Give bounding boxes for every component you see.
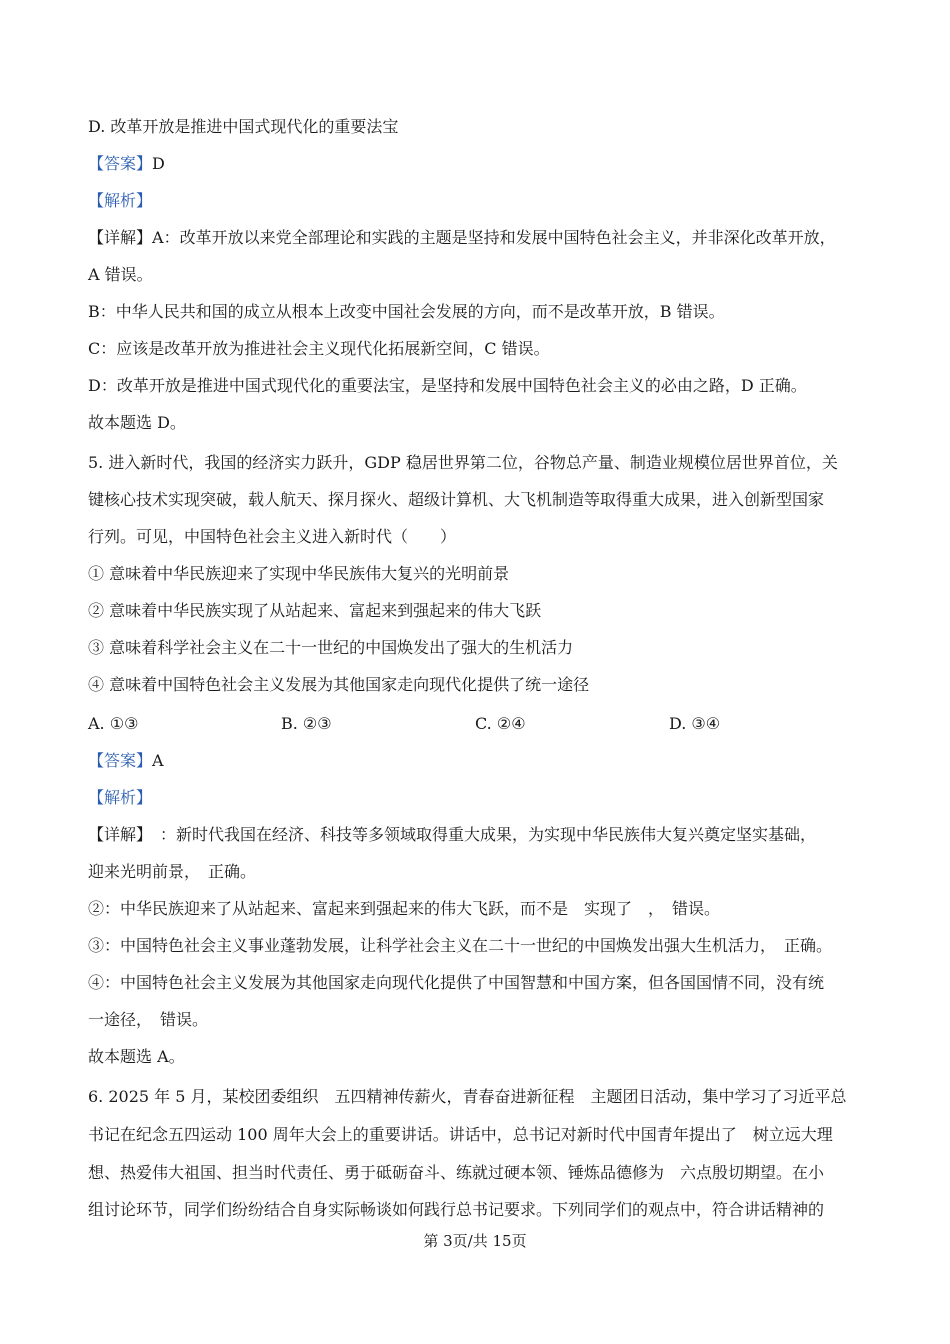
q4-detail-b: B：中华人民共和国的成立从根本上改变中国社会发展的方向，而不是改革开放，B 错误。 [88,302,725,321]
answer-tag: 【答案】 [88,154,153,173]
q4-conclusion: 故本题选 D。 [88,413,186,432]
q5-analysis-tag: 【解析】 [88,788,153,807]
detail-text: ：新时代我国在经济、科技等多领域取得重大成果，为实现中华民族伟大复兴奠定坚实基础， [144,825,817,844]
q5-stem-line1: 5. 进入新时代，我国的经济实力跃升，GDP 稳居世界第二位，谷物总产量、制造业规模位居世界首位，关 [88,453,838,472]
q5-answer [88,750,880,772]
detail-tag: 【详解】 [88,825,145,844]
q5-detail-2: ②：中华民族迎来了从站起来、富起来到强起来的伟大飞跃，而不是 实现了 ， 错误。 [88,899,721,918]
q5-option-b: B. ②③ [281,714,332,733]
q6-stem-line3: 想、热爱伟大祖国、担当时代责任、勇于砥砺奋斗、练就过硬本领、锤炼品德修为 六点殷切期望。在小 [88,1163,825,1182]
answer-tag: 【答案】 [88,751,153,770]
q5-detail-1 [88,824,880,846]
detail-text: A：改革开放以来党全部理论和实践的主题是坚持和发展中国特色社会主义，并非深化改革开放， [152,228,836,247]
q4-detail-a-cont: A 错误。 [88,265,153,284]
q5-detail-4: ④：中国特色社会主义发展为其他国家走向现代化提供了中国智慧和中国方案，但各国国情不同，没有统 [88,973,825,992]
q6-stem-line2: 书记在纪念五四运动 100 周年大会上的重要讲话。讲话中，总书记对新时代中国青年提出了 树立远大理 [88,1125,833,1144]
q5-detail-4-cont: 一途径， 错误。 [88,1010,209,1029]
q5-item-1: ① 意味着中华民族迎来了实现中华民族伟大复兴的光明前景 [88,564,510,583]
q4-detail-a [88,227,880,249]
answer-value: A [152,751,164,770]
q4-analysis-tag: 【解析】 [88,191,153,210]
answer-value: D [152,154,165,173]
q5-item-3: ③ 意味着科学社会主义在二十一世纪的中国焕发出了强大的生机活力 [88,638,574,657]
q5-stem-line2: 键核心技术实现突破，载人航天、探月探火、超级计算机、大飞机制造等取得重大成果，进入创新型国家 [88,490,825,509]
q6-stem-line1: 6. 2025 年 5 月，某校团委组织 五四精神传薪火，青春奋进新征程 主题团日活动，集中学习了习近平总 [88,1087,847,1106]
q4-option-d: D. 改革开放是推进中国式现代化的重要法宝 [88,117,399,136]
q4-detail-d: D：改革开放是推进中国式现代化的重要法宝，是坚持和发展中国特色社会主义的必由之路，D 正确。 [88,376,807,395]
q5-option-a: A. ①③ [88,714,139,733]
q5-item-2: ② 意味着中华民族实现了从站起来、富起来到强起来的伟大飞跃 [88,601,542,620]
q5-item-4: ④ 意味着中国特色社会主义发展为其他国家走向现代化提供了统一途径 [88,675,590,694]
q5-stem-line3: 行列。可见，中国特色社会主义进入新时代（ ） [88,527,457,546]
page-footer: 第 3页/共 15页 [423,1232,527,1250]
q5-conclusion: 故本题选 A。 [88,1047,185,1066]
detail-tag: 【详解】 [88,228,153,247]
q4-answer [88,153,880,175]
q5-detail-1-cont: 迎来光明前景， 正确。 [88,862,257,881]
q6-stem-line4: 组讨论环节，同学们纷纷结合自身实际畅谈如何践行总书记要求。下列同学们的观点中，符合讲话精神的 [88,1200,825,1219]
q4-detail-c: C：应该是改革开放为推进社会主义现代化拓展新空间，C 错误。 [88,339,550,358]
q5-option-c: C. ②④ [475,714,526,733]
q5-detail-3: ③：中国特色社会主义事业蓬勃发展，让科学社会主义在二十一世纪的中国焕发出强大生机活力， 正确。 [88,936,833,955]
q5-option-d: D. ③④ [669,714,721,733]
